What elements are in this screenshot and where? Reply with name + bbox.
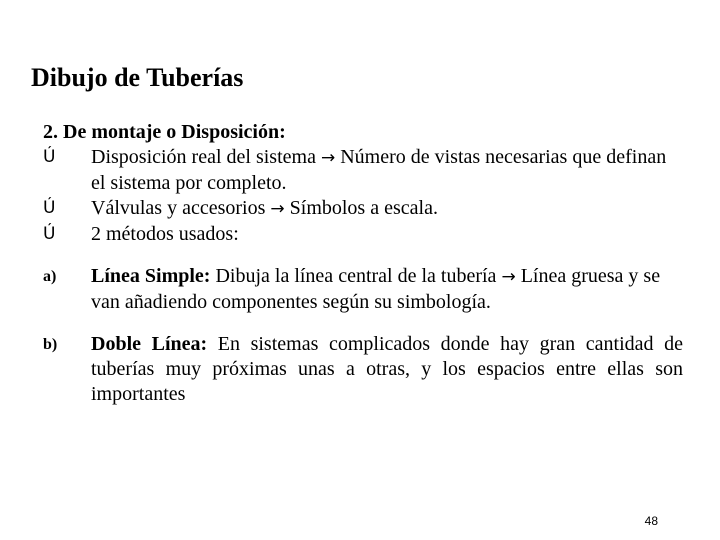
bullet-text: Símbolos a escala.	[284, 197, 438, 219]
method-label: b)	[43, 336, 58, 353]
arrow-right-icon: →	[320, 148, 336, 168]
method-text: En sistemas complicados donde hay gran cantidad de tuberías muy próximas unas a otras, y los espacios entre ellas son importantes	[91, 333, 683, 405]
bullet-item	[43, 222, 683, 247]
method-item	[43, 332, 683, 407]
method-label: a)	[43, 268, 57, 285]
arrow-right-icon: →	[270, 199, 285, 219]
checkmark-icon: Ú	[43, 198, 56, 218]
method-term: Línea Simple:	[91, 265, 211, 287]
checkmark-icon: Ú	[43, 147, 56, 167]
method-term: Doble Línea:	[91, 333, 208, 355]
bullet-text: Número de vistas necesarias que definan el sistema por completo.	[91, 146, 667, 194]
page-number: 48	[644, 514, 658, 528]
method-text: Línea gruesa y se van añadiendo componentes según su simbología.	[91, 265, 661, 313]
method-text: Dibuja la línea central de la tubería	[210, 265, 502, 287]
bullet-text: 2 métodos usados:	[91, 223, 239, 245]
checkmark-icon: Ú	[43, 224, 56, 244]
bullet-item	[43, 196, 683, 222]
bullet-item	[43, 145, 683, 196]
slide-title: Dibujo de Tuberías	[31, 63, 244, 92]
arrow-right-icon: →	[501, 267, 516, 287]
bullet-text: Disposición real del sistema	[91, 146, 321, 168]
bullet-text: Válvulas y accesorios	[91, 197, 271, 219]
section-subtitle: 2. De montaje o Disposición:	[43, 121, 286, 143]
method-item	[43, 264, 683, 315]
slide-content	[43, 120, 683, 407]
